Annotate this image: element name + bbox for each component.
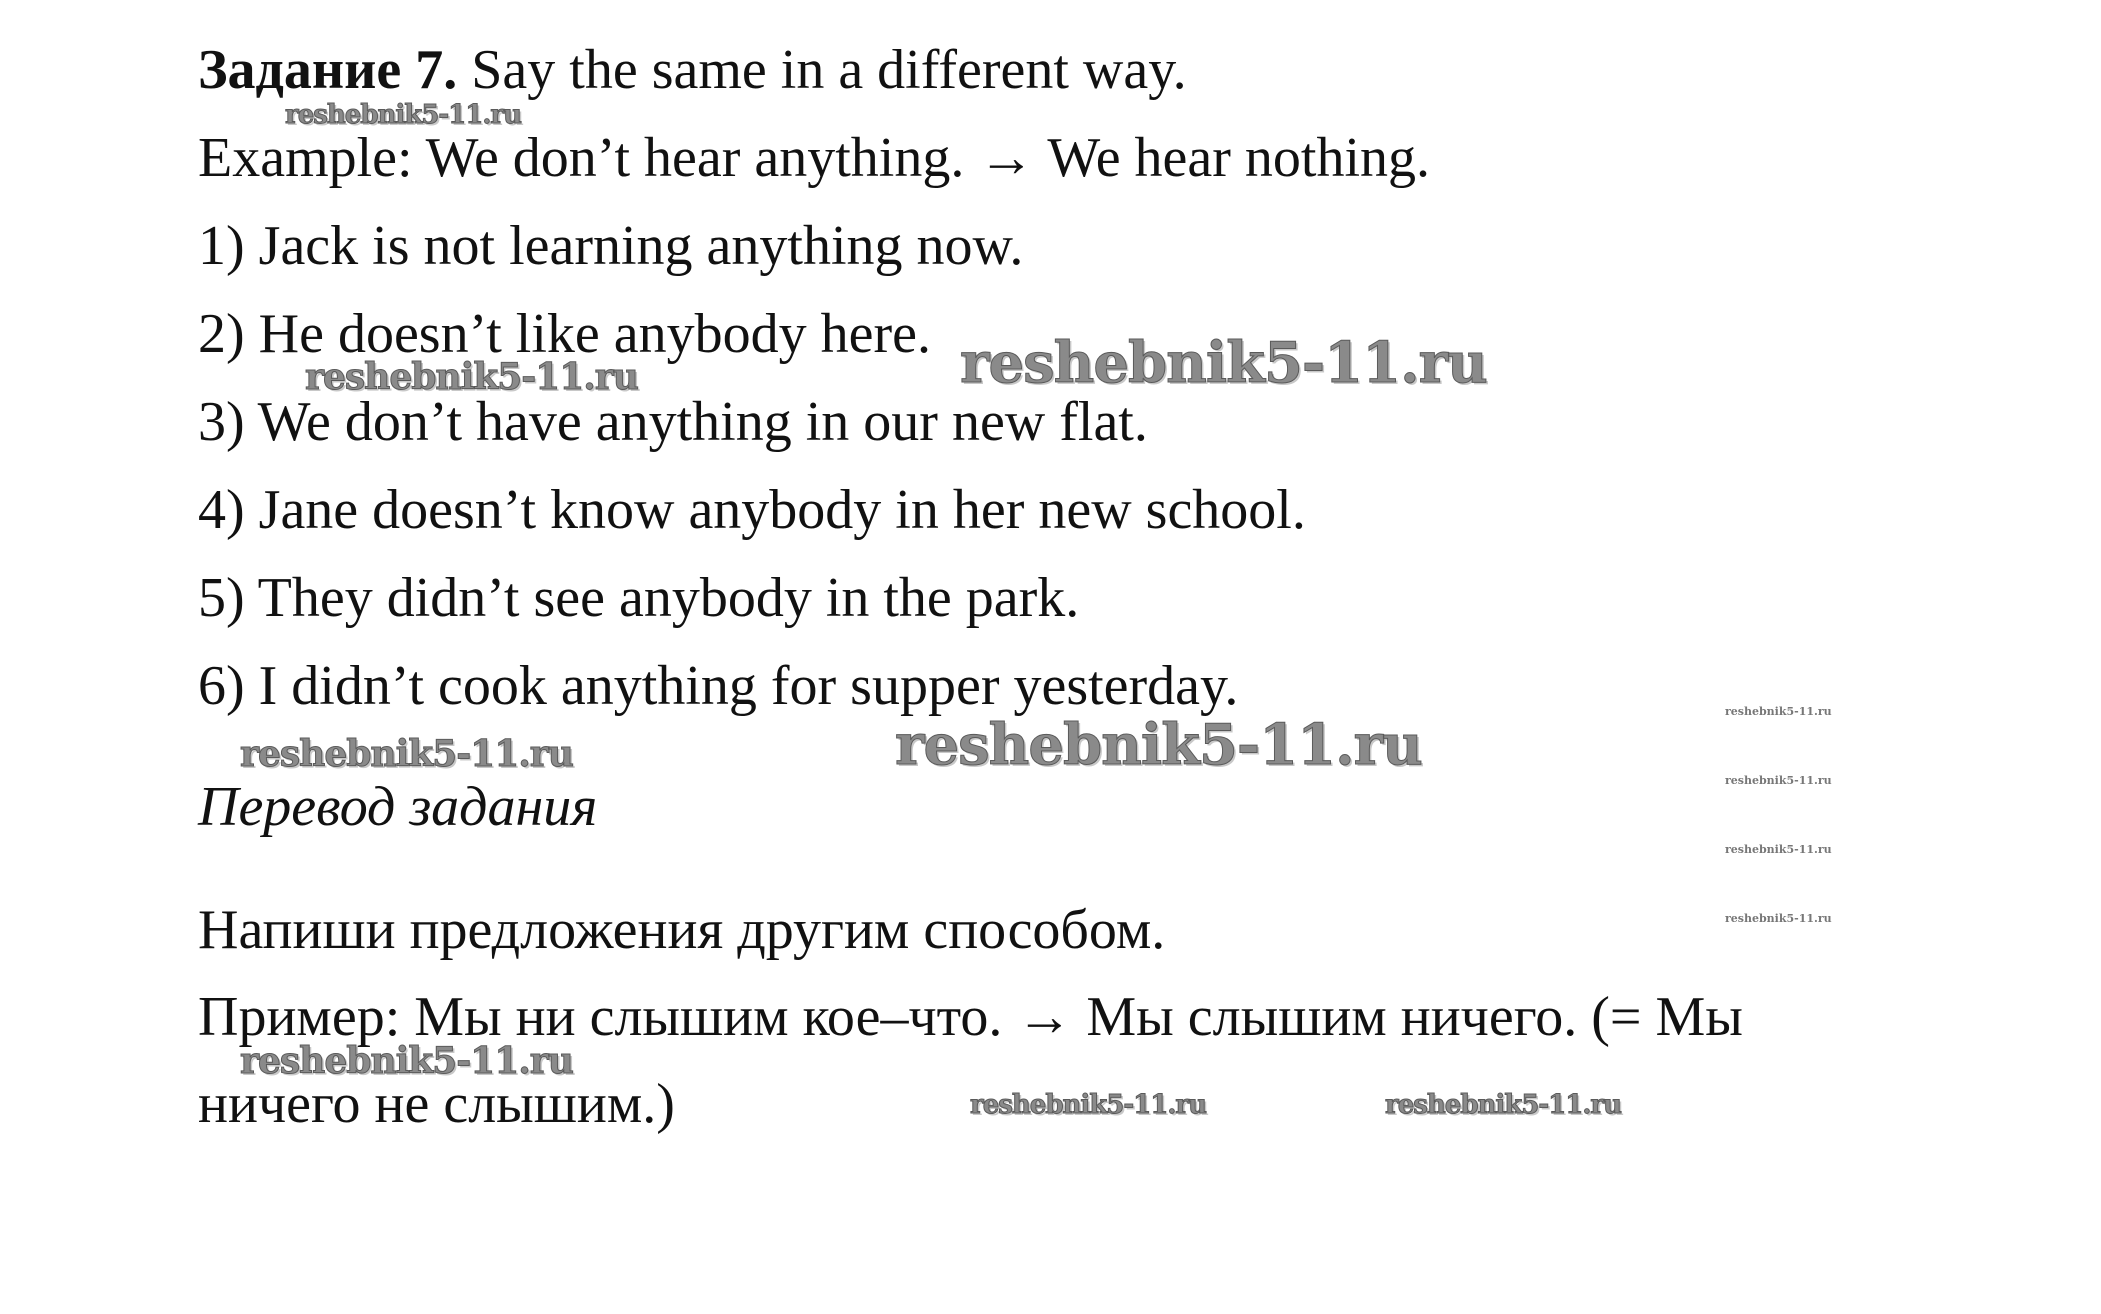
watermark: reshebnik5-11.ru bbox=[240, 1040, 573, 1082]
sentence-5: 5) They didn’t see anybody in the park. bbox=[198, 567, 1080, 629]
watermark: reshebnik5-11.ru bbox=[1725, 774, 1832, 787]
watermark: reshebnik5-11.ru bbox=[305, 356, 638, 398]
task-label: Задание 7. bbox=[198, 39, 458, 101]
watermark: reshebnik5-11.ru bbox=[895, 712, 1422, 778]
sentence-1: 1) Jack is not learning anything now. bbox=[198, 215, 1024, 277]
sentence-3: 3) We don’t have anything in our new flat. bbox=[198, 391, 1148, 453]
sentence-6: 6) I didn’t cook anything for supper yesterday. bbox=[198, 655, 1239, 717]
watermark: reshebnik5-11.ru bbox=[1385, 1090, 1622, 1120]
translation-example-line-2: ничего не слышим.) bbox=[198, 1073, 675, 1135]
example-sentence: Example: We don’t hear anything. → We hear nothing. bbox=[198, 127, 1431, 189]
translation-heading: Перевод задания bbox=[198, 776, 598, 838]
watermark: reshebnik5-11.ru bbox=[1725, 843, 1832, 856]
watermark: reshebnik5-11.ru bbox=[285, 100, 522, 130]
translation-example-line-1: Пример: Мы ни слышим кое–что. → Мы слышим ничего. (= Мы bbox=[198, 986, 1743, 1048]
sentence-2: 2) He doesn’t like anybody here. bbox=[198, 303, 931, 365]
watermark: reshebnik5-11.ru bbox=[970, 1090, 1207, 1120]
task-header bbox=[198, 38, 1187, 102]
sentence-4: 4) Jane doesn’t know anybody in her new school. bbox=[198, 479, 1306, 541]
watermark: reshebnik5-11.ru bbox=[1725, 705, 1832, 718]
task-instruction: Say the same in a different way. bbox=[471, 39, 1187, 101]
watermark: reshebnik5-11.ru bbox=[960, 330, 1487, 396]
watermark: reshebnik5-11.ru bbox=[240, 733, 573, 775]
watermark: reshebnik5-11.ru bbox=[1725, 912, 1832, 925]
translation-instruction: Напиши предложения другим способом. bbox=[198, 899, 1166, 961]
